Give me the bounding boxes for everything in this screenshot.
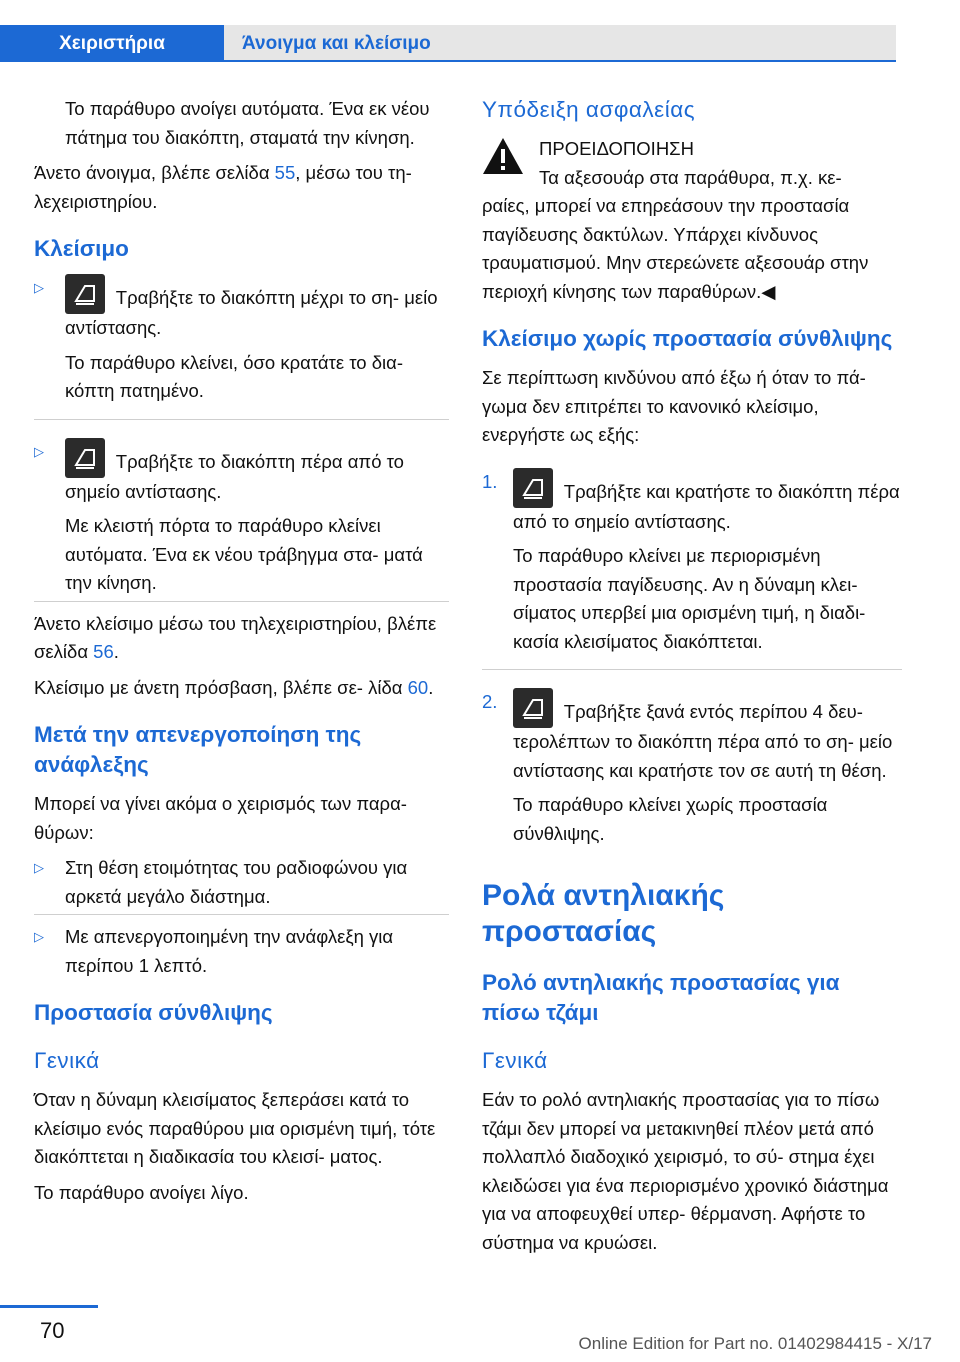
heading-general-2: Γενικά <box>482 1048 548 1073</box>
window-switch-icon <box>513 688 553 728</box>
tab-opening-closing[interactable]: Άνοιγμα και κλείσιμο <box>224 25 896 62</box>
warning-text: ραίες, μπορεί να επηρεάσουν την προστασία παγίδευσης δακτύλων. Υπάρχει κίνδυνος τραυματισμού. Μην στερεώνετε αξεσουάρ στην περιοχή κίνησης των παραθύρων.◀ <box>482 195 869 302</box>
window-switch-icon <box>65 438 105 478</box>
auto-open-text: Το παράθυρο ανοίγει αυτόματα. Ένα εκ νέου πάτημα του διακόπτη, σταματά την κίνηση. <box>65 98 430 148</box>
page-number: 70 <box>40 1318 65 1343</box>
heading-safety-note: Υπόδειξη ασφαλείας <box>482 97 696 122</box>
overheat-text: Εάν το ρολό αντηλιακής προστασίας για το πίσω τζάμι δεν μπορεί να μετακινηθεί πλέον μετά από πολλαπλό διαδοχικό χειρισμό, το σύ- στημα έχει κλειδώσει για ένα περιορισμένο χρονικό διάστημα για να αποφευχθεί υπερ- θέρμανση. Αφήστε το σύστημα να κρυώσει. <box>482 1089 889 1253</box>
opens-little-text: Το παράθυρο ανοίγει λίγο. <box>34 1181 249 1203</box>
heading-sun-blinds: Ρολά αντηλιακής προστασίας <box>482 879 725 948</box>
edition-text: Online Edition for Part no. 01402984415 - X/17 <box>578 1334 932 1353</box>
warning-heading: ΠΡΟΕΙΔΟΠΟΙΗΣΗ <box>539 138 694 159</box>
step-number: 2. <box>482 691 498 712</box>
tab-controls[interactable]: Χειριστήρια <box>0 25 224 62</box>
warning-first-line: Τα αξεσουάρ στα παράθυρα, π.χ. κε- <box>539 166 842 188</box>
comfort-access-text: Κλείσιμο με άνετη πρόσβαση, βλέπε σε- λίδα 60. <box>34 676 434 698</box>
list-item: ▷ Τραβήξτε το διακόπτη μέχρι το ση- μείο αντίστασης. Το παράθυρο κλείνει, όσο κρατάτε το δια- κόπτη πατημένο. <box>34 274 449 420</box>
heading-rear-window-blind: Ρολό αντηλιακής προστασίας για πίσω τζάμι <box>482 970 840 1025</box>
list-item: 2. Τραβήξτε ξανά εντός περίπου 4 δευ- τερολέπτων το διακόπτη πέρα από το ση- μείο αντίστασης και κρατήστε τον σε αυτή τη θέση. Το παράθυρο κλείνει χωρίς προστασία σύνθλιψης. <box>482 688 902 848</box>
left-column <box>34 95 449 1214</box>
triangle-right-icon: ▷ <box>34 929 44 944</box>
warning-box <box>482 135 902 306</box>
list-item: ▷ Τραβήξτε το διακόπτη πέρα από το σημείο αντίστασης. Με κλειστή πόρτα το παράθυρο κλείνει αυτόματα. Ένα εκ νέου τράβηγμα στα- ματά την κίνηση. <box>34 438 449 602</box>
triangle-right-icon: ▷ <box>34 860 44 875</box>
remote-close-text: Άνετο κλείσιμο μέσω του τηλεχειριστηρίου, βλέπε σελίδα 56. <box>34 612 437 662</box>
triangle-right-icon: ▷ <box>34 280 44 295</box>
heading-general: Γενικά <box>34 1048 100 1073</box>
general-text: Όταν η δύναμη κλεισίματος ξεπεράσει κατά το κλείσιμο ενός παραθύρου μια ορισμένη τιμή, τότε διακόπτεται η διαδικασία του κλεισί- ματος. <box>34 1089 436 1167</box>
step-number: 1. <box>482 470 498 492</box>
window-switch-icon <box>513 468 553 508</box>
heading-closing: Κλείσιμο <box>34 236 129 261</box>
header-bar <box>0 0 896 62</box>
header-divider <box>0 60 896 62</box>
after-ignition-text: Μπορεί να γίνει ακόμα ο χειρισμός των παρα- θύρων: <box>34 793 407 843</box>
footer-divider <box>0 1305 98 1308</box>
heading-after-ignition: Μετά την απενεργοποίηση της ανάφλεξης <box>34 722 362 777</box>
remote-open-text: Άνετο άνοιγμα, βλέπε σελίδα 55, μέσω του τη- λεχειριστηρίου. <box>34 162 412 212</box>
heading-no-pinch: Κλείσιμο χωρίς προστασία σύνθλιψης <box>482 326 893 351</box>
warning-triangle-icon <box>482 137 524 175</box>
list-item: ▷ Στη θέση ετοιμότητας του ραδιοφώνου για αρκετά μεγάλο διάστημα. <box>34 854 449 915</box>
triangle-right-icon: ▷ <box>34 443 44 459</box>
window-switch-icon <box>65 274 105 314</box>
page-link-56[interactable]: 56 <box>93 641 114 662</box>
page-link-55[interactable]: 55 <box>274 162 296 183</box>
right-column <box>482 95 902 1264</box>
list-item: 1. Τραβήξτε και κρατήστε το διακόπτη πέρα από το σημείο αντίστασης. Το παράθυρο κλείνει με περιορισμένη προστασία παγίδευσης. Αν η δύναμη κλει- σίματος υπερβεί μια ορισμένη τιμή, η διαδι- κασία κλεισίματος διακόπτεται. <box>482 468 902 671</box>
list-item: ▷ Με απενεργοποιημένη την ανάφλεξη για περίπου 1 λεπτό. <box>34 923 449 980</box>
page-link-60[interactable]: 60 <box>407 676 429 698</box>
heading-pinch-protection: Προστασία σύνθλιψης <box>34 1000 273 1025</box>
danger-text: Σε περίπτωση κινδύνου από έξω ή όταν το πά- γωμα δεν επιτρέπει το κανονικό κλείσιμο, ενεργήστε ως εξής: <box>482 367 866 445</box>
